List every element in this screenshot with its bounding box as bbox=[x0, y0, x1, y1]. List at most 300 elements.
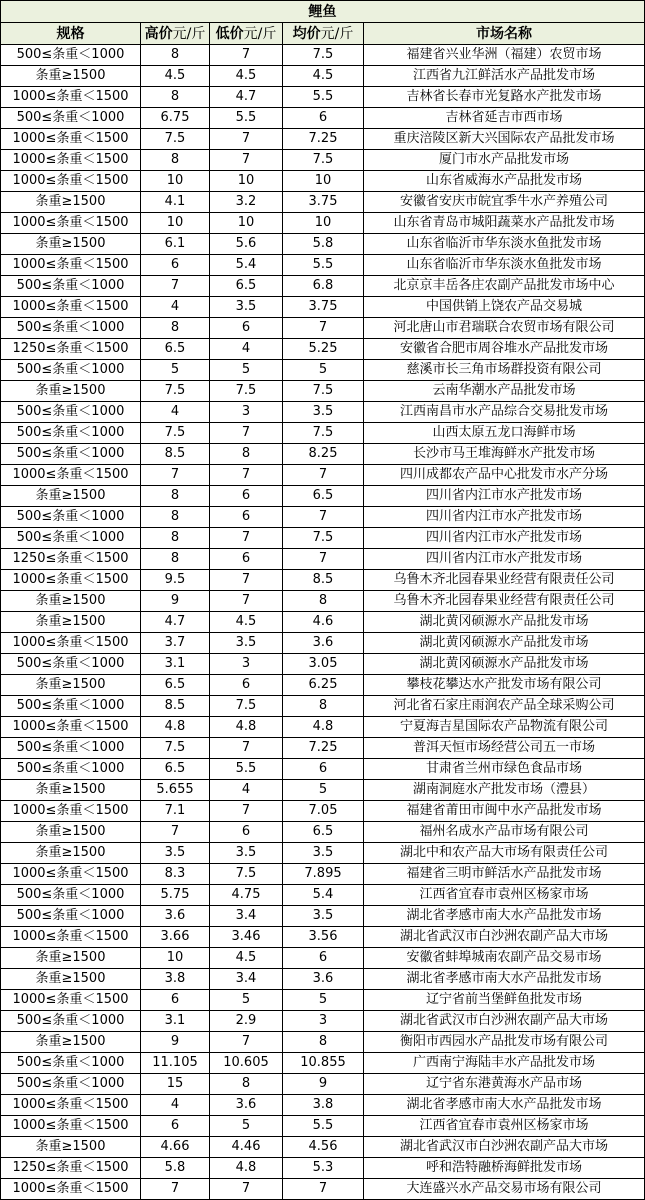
cell-spec: 条重≥1500 bbox=[1, 591, 141, 612]
cell-market-name: 大连盛兴水产品交易市场有限公司 bbox=[364, 1179, 645, 1200]
table-row bbox=[1, 612, 645, 633]
cell-low-price: 5.4 bbox=[210, 255, 283, 276]
header-low bbox=[210, 23, 283, 45]
cell-avg-price: 7 bbox=[283, 507, 364, 528]
table-row bbox=[1, 444, 645, 465]
cell-avg-price: 9 bbox=[283, 1074, 364, 1095]
table-row bbox=[1, 654, 645, 675]
cell-spec: 1000≤条重＜1500 bbox=[1, 717, 141, 738]
cell-low-price: 4.7 bbox=[210, 87, 283, 108]
cell-avg-price: 5.4 bbox=[283, 885, 364, 906]
cell-market-name: 辽宁省前当堡鲜鱼批发市场 bbox=[364, 990, 645, 1011]
cell-avg-price: 5.5 bbox=[283, 87, 364, 108]
cell-market-name: 山东省临沂市华东淡水鱼批发市场 bbox=[364, 234, 645, 255]
cell-low-price: 4 bbox=[210, 339, 283, 360]
cell-high-price: 9 bbox=[141, 591, 210, 612]
cell-market-name: 湖北省孝感市南大水产品批发市场 bbox=[364, 969, 645, 990]
cell-low-price: 5.5 bbox=[210, 759, 283, 780]
cell-avg-price: 7.05 bbox=[283, 801, 364, 822]
cell-high-price: 7 bbox=[141, 465, 210, 486]
cell-avg-price: 6 bbox=[283, 108, 364, 129]
cell-spec: 500≤条重＜1000 bbox=[1, 402, 141, 423]
cell-avg-price: 7.5 bbox=[283, 150, 364, 171]
cell-low-price: 4.46 bbox=[210, 1137, 283, 1158]
cell-high-price: 8 bbox=[141, 507, 210, 528]
cell-spec: 1000≤条重＜1500 bbox=[1, 1179, 141, 1200]
cell-high-price: 6.1 bbox=[141, 234, 210, 255]
cell-spec: 1000≤条重＜1500 bbox=[1, 255, 141, 276]
cell-low-price: 7 bbox=[210, 1179, 283, 1200]
cell-low-price: 7 bbox=[210, 1032, 283, 1053]
cell-high-price: 6 bbox=[141, 255, 210, 276]
cell-low-price: 3.5 bbox=[210, 843, 283, 864]
table-row bbox=[1, 780, 645, 801]
cell-market-name: 长沙市马王堆海鲜水产批发市场 bbox=[364, 444, 645, 465]
cell-spec: 500≤条重＜1000 bbox=[1, 1074, 141, 1095]
cell-high-price: 6.5 bbox=[141, 759, 210, 780]
cell-market-name: 呼和浩特融桥海鲜批发市场 bbox=[364, 1158, 645, 1179]
table-row bbox=[1, 150, 645, 171]
cell-market-name: 安徽省蚌埠城南农副产品交易市场 bbox=[364, 948, 645, 969]
table-row bbox=[1, 108, 645, 129]
cell-low-price: 10 bbox=[210, 171, 283, 192]
cell-avg-price: 6.5 bbox=[283, 486, 364, 507]
table-row bbox=[1, 381, 645, 402]
table-row bbox=[1, 318, 645, 339]
table-row bbox=[1, 633, 645, 654]
cell-market-name: 衡阳市西园水产品批发市场有限公司 bbox=[364, 1032, 645, 1053]
cell-avg-price: 8 bbox=[283, 696, 364, 717]
cell-low-price: 4.75 bbox=[210, 885, 283, 906]
cell-market-name: 四川成都农产品中心批发市水产分场 bbox=[364, 465, 645, 486]
cell-low-price: 3.46 bbox=[210, 927, 283, 948]
cell-market-name: 江西南昌市水产品综合交易批发市场 bbox=[364, 402, 645, 423]
cell-avg-price: 4.5 bbox=[283, 66, 364, 87]
cell-spec: 500≤条重＜1000 bbox=[1, 507, 141, 528]
cell-low-price: 10 bbox=[210, 213, 283, 234]
header-market bbox=[364, 23, 645, 45]
cell-low-price: 3.4 bbox=[210, 906, 283, 927]
cell-avg-price: 5 bbox=[283, 990, 364, 1011]
cell-market-name: 河北唐山市君瑞联合农贸市场有限公司 bbox=[364, 318, 645, 339]
cell-market-name: 宁夏海吉星国际农产品物流有限公司 bbox=[364, 717, 645, 738]
cell-market-name: 江西省宜春市袁州区杨家市场 bbox=[364, 885, 645, 906]
cell-market-name: 四川省内江市水产批发市场 bbox=[364, 528, 645, 549]
cell-spec: 条重≥1500 bbox=[1, 612, 141, 633]
cell-avg-price: 6.8 bbox=[283, 276, 364, 297]
cell-low-price: 4 bbox=[210, 780, 283, 801]
cell-market-name: 辽宁省东港黄海水产品市场 bbox=[364, 1074, 645, 1095]
cell-high-price: 5.75 bbox=[141, 885, 210, 906]
cell-market-name: 甘肃省兰州市绿色食品市场 bbox=[364, 759, 645, 780]
cell-market-name: 福建省三明市鲜活水产品批发市场 bbox=[364, 864, 645, 885]
cell-avg-price: 3.6 bbox=[283, 969, 364, 990]
cell-high-price: 4.7 bbox=[141, 612, 210, 633]
cell-market-name: 湖北中和农产品大市场有限责任公司 bbox=[364, 843, 645, 864]
table-row bbox=[1, 1053, 645, 1074]
cell-avg-price: 7.25 bbox=[283, 129, 364, 150]
table-row bbox=[1, 864, 645, 885]
cell-avg-price: 7.5 bbox=[283, 45, 364, 66]
cell-market-name: 乌鲁木齐北园春果业经营有限责任公司 bbox=[364, 570, 645, 591]
cell-high-price: 10 bbox=[141, 948, 210, 969]
cell-market-name: 攀枝花攀达水产批发市场有限公司 bbox=[364, 675, 645, 696]
cell-market-name: 福建省莆田市闽中水产品批发市场 bbox=[364, 801, 645, 822]
cell-high-price: 7 bbox=[141, 276, 210, 297]
cell-spec: 500≤条重＜1000 bbox=[1, 318, 141, 339]
cell-avg-price: 3.75 bbox=[283, 192, 364, 213]
cell-market-name: 湖北省武汉市白沙洲农副产品大市场 bbox=[364, 1137, 645, 1158]
table-row bbox=[1, 1116, 645, 1137]
header-spec bbox=[1, 23, 141, 45]
cell-avg-price: 5.25 bbox=[283, 339, 364, 360]
cell-market-name: 湖北省武汉市白沙洲农副产品大市场 bbox=[364, 1011, 645, 1032]
cell-spec: 500≤条重＜1000 bbox=[1, 360, 141, 381]
cell-spec: 500≤条重＜1000 bbox=[1, 276, 141, 297]
cell-avg-price: 10 bbox=[283, 213, 364, 234]
cell-high-price: 9.5 bbox=[141, 570, 210, 591]
cell-avg-price: 3.75 bbox=[283, 297, 364, 318]
cell-avg-price: 4.56 bbox=[283, 1137, 364, 1158]
cell-high-price: 4.1 bbox=[141, 192, 210, 213]
cell-low-price: 4.8 bbox=[210, 717, 283, 738]
table-row bbox=[1, 360, 645, 381]
cell-low-price: 3.5 bbox=[210, 297, 283, 318]
cell-high-price: 8 bbox=[141, 318, 210, 339]
table-row bbox=[1, 717, 645, 738]
cell-high-price: 7 bbox=[141, 1179, 210, 1200]
cell-high-price: 8 bbox=[141, 528, 210, 549]
cell-high-price: 3.1 bbox=[141, 1011, 210, 1032]
cell-high-price: 10 bbox=[141, 171, 210, 192]
cell-market-name: 乌鲁木齐北园春果业经营有限责任公司 bbox=[364, 591, 645, 612]
cell-low-price: 5 bbox=[210, 360, 283, 381]
cell-spec: 1000≤条重＜1500 bbox=[1, 87, 141, 108]
cell-avg-price: 5 bbox=[283, 780, 364, 801]
cell-market-name: 云南华潮水产品批发市场 bbox=[364, 381, 645, 402]
cell-high-price: 5.655 bbox=[141, 780, 210, 801]
cell-high-price: 6.5 bbox=[141, 339, 210, 360]
table-row bbox=[1, 822, 645, 843]
cell-spec: 条重≥1500 bbox=[1, 780, 141, 801]
cell-avg-price: 5.5 bbox=[283, 1116, 364, 1137]
cell-low-price: 5 bbox=[210, 990, 283, 1011]
table-row bbox=[1, 45, 645, 66]
cell-low-price: 7 bbox=[210, 738, 283, 759]
cell-spec: 1250≤条重＜1500 bbox=[1, 549, 141, 570]
cell-avg-price: 3.6 bbox=[283, 633, 364, 654]
cell-market-name: 安徽省安庆市皖宜季牛水产养殖公司 bbox=[364, 192, 645, 213]
cell-spec: 1000≤条重＜1500 bbox=[1, 213, 141, 234]
cell-high-price: 7.5 bbox=[141, 738, 210, 759]
cell-low-price: 7 bbox=[210, 423, 283, 444]
cell-low-price: 3.2 bbox=[210, 192, 283, 213]
cell-high-price: 7.5 bbox=[141, 423, 210, 444]
cell-avg-price: 3.05 bbox=[283, 654, 364, 675]
table-row bbox=[1, 66, 645, 87]
cell-high-price: 4 bbox=[141, 402, 210, 423]
cell-high-price: 9 bbox=[141, 1032, 210, 1053]
cell-spec: 1000≤条重＜1500 bbox=[1, 864, 141, 885]
cell-spec: 条重≥1500 bbox=[1, 1137, 141, 1158]
cell-low-price: 7.5 bbox=[210, 864, 283, 885]
table-row bbox=[1, 1158, 645, 1179]
cell-spec: 条重≥1500 bbox=[1, 486, 141, 507]
title-row bbox=[1, 1, 645, 23]
table-row bbox=[1, 255, 645, 276]
cell-low-price: 5 bbox=[210, 1116, 283, 1137]
table-row bbox=[1, 297, 645, 318]
cell-spec: 500≤条重＜1000 bbox=[1, 528, 141, 549]
cell-avg-price: 7 bbox=[283, 549, 364, 570]
cell-market-name: 湖北省武汉市白沙洲农副产品大市场 bbox=[364, 927, 645, 948]
cell-spec: 500≤条重＜1000 bbox=[1, 108, 141, 129]
cell-high-price: 15 bbox=[141, 1074, 210, 1095]
cell-avg-price: 6 bbox=[283, 759, 364, 780]
header-high-unit: 元/斤 bbox=[172, 25, 206, 42]
cell-low-price: 4.5 bbox=[210, 66, 283, 87]
cell-low-price: 7.5 bbox=[210, 381, 283, 402]
cell-high-price: 10 bbox=[141, 213, 210, 234]
cell-avg-price: 5.8 bbox=[283, 234, 364, 255]
table-row bbox=[1, 1179, 645, 1200]
cell-market-name: 四川省内江市水产批发市场 bbox=[364, 507, 645, 528]
table-row bbox=[1, 570, 645, 591]
cell-market-name: 山西太原五龙口海鲜市场 bbox=[364, 423, 645, 444]
cell-low-price: 5.6 bbox=[210, 234, 283, 255]
cell-market-name: 湖北黄冈硕源水产品批发市场 bbox=[364, 633, 645, 654]
cell-avg-price: 6.25 bbox=[283, 675, 364, 696]
cell-low-price: 5.5 bbox=[210, 108, 283, 129]
table-row bbox=[1, 927, 645, 948]
cell-market-name: 四川省内江市水产批发市场 bbox=[364, 486, 645, 507]
table-row bbox=[1, 549, 645, 570]
cell-high-price: 6 bbox=[141, 990, 210, 1011]
cell-low-price: 7 bbox=[210, 591, 283, 612]
cell-market-name: 湖北黄冈硕源水产品批发市场 bbox=[364, 612, 645, 633]
cell-market-name: 广西南宁海陆丰水产品批发市场 bbox=[364, 1053, 645, 1074]
table-row bbox=[1, 1011, 645, 1032]
cell-avg-price: 5 bbox=[283, 360, 364, 381]
cell-high-price: 3.1 bbox=[141, 654, 210, 675]
cell-avg-price: 3.5 bbox=[283, 402, 364, 423]
cell-low-price: 6 bbox=[210, 675, 283, 696]
cell-market-name: 湖北省孝感市南大水产品批发市场 bbox=[364, 1095, 645, 1116]
cell-low-price: 7 bbox=[210, 465, 283, 486]
cell-market-name: 慈溪市长三角市场群投资有限公司 bbox=[364, 360, 645, 381]
cell-high-price: 3.7 bbox=[141, 633, 210, 654]
table-row bbox=[1, 486, 645, 507]
cell-spec: 1000≤条重＜1500 bbox=[1, 570, 141, 591]
header-avg-label: 均价 bbox=[292, 25, 321, 42]
table-row bbox=[1, 675, 645, 696]
cell-market-name: 山东省临沂市华东淡水鱼批发市场 bbox=[364, 255, 645, 276]
cell-low-price: 4.5 bbox=[210, 948, 283, 969]
cell-avg-price: 7 bbox=[283, 465, 364, 486]
cell-low-price: 3.6 bbox=[210, 1095, 283, 1116]
cell-spec: 1000≤条重＜1500 bbox=[1, 465, 141, 486]
table-row bbox=[1, 948, 645, 969]
cell-high-price: 8 bbox=[141, 486, 210, 507]
table-row bbox=[1, 1095, 645, 1116]
cell-low-price: 6 bbox=[210, 549, 283, 570]
cell-market-name: 安徽省合肥市周谷堆水产品批发市场 bbox=[364, 339, 645, 360]
cell-low-price: 10.605 bbox=[210, 1053, 283, 1074]
table-row bbox=[1, 402, 645, 423]
cell-spec: 1000≤条重＜1500 bbox=[1, 129, 141, 150]
cell-avg-price: 7.5 bbox=[283, 381, 364, 402]
cell-low-price: 3.5 bbox=[210, 633, 283, 654]
cell-low-price: 8 bbox=[210, 444, 283, 465]
table-row bbox=[1, 234, 645, 255]
cell-spec: 条重≥1500 bbox=[1, 675, 141, 696]
cell-high-price: 4.66 bbox=[141, 1137, 210, 1158]
cell-spec: 1000≤条重＜1500 bbox=[1, 1116, 141, 1137]
cell-high-price: 7.1 bbox=[141, 801, 210, 822]
cell-low-price: 3.4 bbox=[210, 969, 283, 990]
cell-market-name: 四川省内江市水产批发市场 bbox=[364, 549, 645, 570]
cell-high-price: 8.3 bbox=[141, 864, 210, 885]
cell-market-name: 中国供销上饶农产品交易城 bbox=[364, 297, 645, 318]
table-row bbox=[1, 696, 645, 717]
cell-low-price: 7 bbox=[210, 129, 283, 150]
table-row bbox=[1, 339, 645, 360]
table-row bbox=[1, 759, 645, 780]
cell-avg-price: 8.5 bbox=[283, 570, 364, 591]
cell-avg-price: 7 bbox=[283, 318, 364, 339]
cell-spec: 500≤条重＜1000 bbox=[1, 1011, 141, 1032]
cell-spec: 500≤条重＜1000 bbox=[1, 759, 141, 780]
cell-high-price: 8 bbox=[141, 45, 210, 66]
table-row bbox=[1, 738, 645, 759]
table-row bbox=[1, 1032, 645, 1053]
cell-low-price: 3 bbox=[210, 402, 283, 423]
cell-spec: 1000≤条重＜1500 bbox=[1, 1095, 141, 1116]
cell-spec: 500≤条重＜1000 bbox=[1, 444, 141, 465]
header-avg bbox=[283, 23, 364, 45]
cell-low-price: 7 bbox=[210, 570, 283, 591]
cell-spec: 条重≥1500 bbox=[1, 843, 141, 864]
cell-market-name: 江西省宜春市袁州区杨家市场 bbox=[364, 1116, 645, 1137]
cell-high-price: 3.66 bbox=[141, 927, 210, 948]
cell-avg-price: 3.5 bbox=[283, 843, 364, 864]
cell-spec: 1000≤条重＜1500 bbox=[1, 990, 141, 1011]
cell-avg-price: 10 bbox=[283, 171, 364, 192]
table-row bbox=[1, 423, 645, 444]
cell-spec: 条重≥1500 bbox=[1, 948, 141, 969]
table-row bbox=[1, 171, 645, 192]
cell-low-price: 7.5 bbox=[210, 696, 283, 717]
cell-avg-price: 7.5 bbox=[283, 423, 364, 444]
cell-low-price: 2.9 bbox=[210, 1011, 283, 1032]
cell-avg-price: 5.3 bbox=[283, 1158, 364, 1179]
cell-high-price: 8.5 bbox=[141, 696, 210, 717]
cell-spec: 500≤条重＜1000 bbox=[1, 423, 141, 444]
cell-high-price: 3.5 bbox=[141, 843, 210, 864]
cell-spec: 条重≥1500 bbox=[1, 1032, 141, 1053]
table-body bbox=[1, 45, 645, 1200]
cell-market-name: 厦门市水产品批发市场 bbox=[364, 150, 645, 171]
cell-low-price: 7 bbox=[210, 45, 283, 66]
table-title: 鲤鱼 bbox=[1, 1, 645, 23]
table-row bbox=[1, 213, 645, 234]
cell-market-name: 江西省九江鲜活水产品批发市场 bbox=[364, 66, 645, 87]
cell-low-price: 6 bbox=[210, 822, 283, 843]
cell-low-price: 7 bbox=[210, 801, 283, 822]
cell-spec: 500≤条重＜1000 bbox=[1, 654, 141, 675]
table-row bbox=[1, 1074, 645, 1095]
cell-low-price: 3 bbox=[210, 654, 283, 675]
cell-market-name: 湖北黄冈硕源水产品批发市场 bbox=[364, 654, 645, 675]
cell-high-price: 3.6 bbox=[141, 906, 210, 927]
cell-high-price: 8 bbox=[141, 549, 210, 570]
cell-avg-price: 8 bbox=[283, 1032, 364, 1053]
header-low-unit: 元/斤 bbox=[243, 25, 277, 42]
cell-high-price: 7.5 bbox=[141, 381, 210, 402]
table-row bbox=[1, 507, 645, 528]
cell-market-name: 山东省青岛市城阳蔬菜水产品批发市场 bbox=[364, 213, 645, 234]
cell-low-price: 8 bbox=[210, 1074, 283, 1095]
header-market-label: 市场名称 bbox=[476, 25, 532, 42]
cell-avg-price: 8 bbox=[283, 591, 364, 612]
cell-high-price: 8.5 bbox=[141, 444, 210, 465]
cell-high-price: 8 bbox=[141, 87, 210, 108]
table-row bbox=[1, 465, 645, 486]
table-row bbox=[1, 969, 645, 990]
header-high bbox=[141, 23, 210, 45]
cell-high-price: 6 bbox=[141, 1116, 210, 1137]
cell-spec: 1250≤条重＜1500 bbox=[1, 1158, 141, 1179]
cell-spec: 1000≤条重＜1500 bbox=[1, 171, 141, 192]
cell-spec: 1000≤条重＜1500 bbox=[1, 633, 141, 654]
cell-market-name: 河北省石家庄雨润农产品全球采购公司 bbox=[364, 696, 645, 717]
cell-low-price: 6 bbox=[210, 486, 283, 507]
cell-spec: 500≤条重＜1000 bbox=[1, 885, 141, 906]
header-high-label: 高价 bbox=[144, 25, 173, 42]
cell-high-price: 5.8 bbox=[141, 1158, 210, 1179]
table-row bbox=[1, 906, 645, 927]
header-row bbox=[1, 23, 645, 45]
cell-avg-price: 6 bbox=[283, 948, 364, 969]
cell-spec: 条重≥1500 bbox=[1, 969, 141, 990]
cell-spec: 500≤条重＜1000 bbox=[1, 1053, 141, 1074]
cell-market-name: 湖北省孝感市南大水产品批发市场 bbox=[364, 906, 645, 927]
cell-market-name: 北京京丰岳各庄农副产品批发市场中心 bbox=[364, 276, 645, 297]
table-row bbox=[1, 129, 645, 150]
header-avg-unit: 元/斤 bbox=[320, 25, 354, 42]
table-row bbox=[1, 885, 645, 906]
cell-high-price: 5 bbox=[141, 360, 210, 381]
cell-spec: 500≤条重＜1000 bbox=[1, 906, 141, 927]
table-row bbox=[1, 192, 645, 213]
header-spec-label: 规格 bbox=[56, 25, 85, 42]
cell-spec: 1000≤条重＜1500 bbox=[1, 801, 141, 822]
cell-high-price: 4 bbox=[141, 297, 210, 318]
cell-low-price: 6 bbox=[210, 318, 283, 339]
cell-market-name: 吉林省长春市光复路水产批发市场 bbox=[364, 87, 645, 108]
cell-high-price: 7 bbox=[141, 822, 210, 843]
cell-spec: 1000≤条重＜1500 bbox=[1, 297, 141, 318]
cell-low-price: 7 bbox=[210, 150, 283, 171]
cell-avg-price: 10.855 bbox=[283, 1053, 364, 1074]
cell-avg-price: 7.5 bbox=[283, 528, 364, 549]
cell-avg-price: 7 bbox=[283, 1179, 364, 1200]
cell-spec: 500≤条重＜1000 bbox=[1, 45, 141, 66]
table-row bbox=[1, 1137, 645, 1158]
cell-market-name: 吉林省延吉市西市场 bbox=[364, 108, 645, 129]
cell-avg-price: 6.5 bbox=[283, 822, 364, 843]
cell-spec: 1250≤条重＜1500 bbox=[1, 339, 141, 360]
